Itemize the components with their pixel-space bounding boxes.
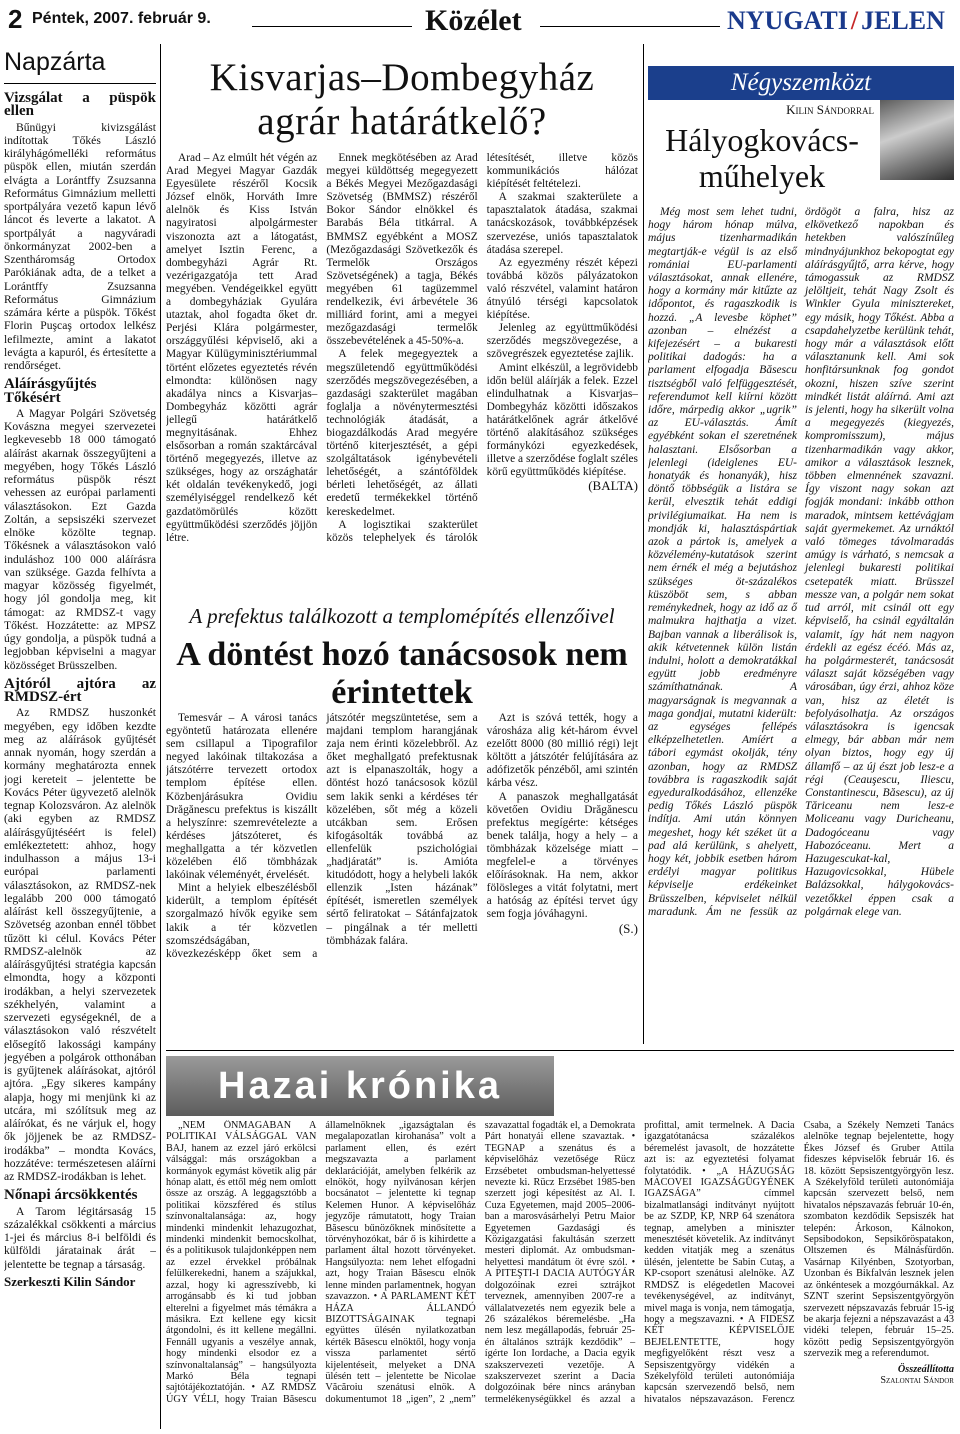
header-rule-right	[540, 26, 720, 27]
article1-headline: Kisvarjas–Dombegyház agrár határátkelő?	[209, 56, 595, 143]
column-title: Négyszemközt	[648, 66, 954, 100]
article2-paragraph: Azt is szóvá tették, hogy a városháza alig két-három évvel ezelőtt 8000 (80 millió régi) lejt költött a játszótér felújítására az adófizetők pénzéből, ami szintén kárba vész.	[486, 712, 638, 790]
article1-paragraph: A felek megegyeztek a megszületendő együttműködési szerződés megszövegezésében, a gazdasági szakterület magában foglalja a növénytermesztési technológiák átadását, a biogazdálkodás Arad megyére történő kiterjesztését, a gépi szolgáltatások igénybevételi lehetőségét, a szántóföldek bérleti lehetőségét, az állati eredetű termékekkel történő kereskedelmet.	[326, 348, 478, 518]
logo-left: NYUGATI	[727, 6, 848, 35]
issue-date: Péntek, 2007. február 9.	[32, 10, 211, 27]
column-paragraph: Még most sem lehet tudni, hogy három hónap múlva, május tizenharmadikán megtartják-e végül is az első romániai EU-parlamenti választásokat, annak ellenére, hogy a kormány már kitűzte az időpontot, és ragaszkodik is hozzá. „A levesbe köphet” azonban – elnézést a kifejezésért – a bukaresti politikai dadogás: ha a parlament elfogadja Băsescu tisztségből való felfüggesztését, referendumot kell kiírni között időre, márpedig akkor „ugrik” az EU-választás. Ámít egyébként sokan el szeretnének halasztani. Elsősorban a jelenlegi (ideiglenes EU-honatyák és honanyák), hisz döntő többségük a listára se kerül, elvesztik tehát eddigi privilégiumaikat. Ha nem is mondják ki, halasztáspártiak azok a pártok is, amelyek a közvélemény-kutatások szerint nem érnék el még a bejutáshoz szükséges öt-százalékos küszöböt sem, s abban reménykednek, hogy az idő az ő malmukra hajthatja a vizet. Bajban vannak a liberálisok is, akik kétvetennek külön listán indulni, holott a demokratákkal együtt jobb eredményre számíthatnának. A magyarságnak is megvannak a maga gondjai, mutatni kiderült: az egységes fellépés elképzelhetetlen. Amíért a tábori egymást okolják, tény azonban, hogy az RMDSZ továbbra is ragaszkodik saját egyeduralkodásához, ellenzéke pedig Tőkés László püspök indítja. Ami után könnyen megeshet, hogy két széket üt a pad alá kerülünk, s ahelyett, hogy két, jobbik esetben három erdélyi magyar politikus képviselje erdékeinket Brüsszelben, képviselet nélkül maradunk. Ám ne fessük az ördögöt a falra, hisz az elkövetkező napokban és hetekben valószínűleg mindnyájunkhoz bekopogtat egy aláírásgyűjtő, arra kérve, hogy támogassuk az RMDSZ jelöltjeit, tehát Nagy Zsolt és Winkler Gyula minisztereket, egy másik, hogy Tőkést. Abba a csapdahelyzetbe kerülünk tehát, hogy már a választások előtt választanunk kell. Ami sok honfitársunknak fog gondot okozni, hiszen szíve szerint mindkét listát aláírná. Ami azt is jelenti, hogy ha sikerült volna a megegyezés (kiegyezés, kompromisszum), május tizenharmadikán vagy akkor, amikor a választások lesznek, többen elmennének szavazni. Így viszont nagy sokan azt fogják mondani: inkább otthon maradok, mintsem kettévágjam saját gyermekemet. Az urnáktól való tömeges távolmaradás amúgy is várható, s nemcsak a jelenlegi bukaresti politikai csetepaték miatt. Brüsszel messze van, a polgár nem sokat tud arról, mit csinál ott egy képviselő, ha csinál egyáltalán valamit, így hát nem nagyon érdekli az egész écéó. Más az, ha polgármesterét, tanácsosát választ saját községében vagy városában, úgy érzi, ahhoz köze van, hisz az életét is befolyásolhatja. Az országos választásokra is igencsak elmegy, bár abban már nem olyan biztos, hogy egy új államfő – az új észt job lesz-e a régi (Ceauşescu, Iliescu, Constantinescu, Băsescu), az új Tăriceanu nem lesz-e Moliceanu vagy Duricheanu, Dadogóceanu vagy Habozóceanu. Mert a Hazugescukat-kal, Hazugovicsokkal, Hübele Balázsokkal, hálygokovács-vezetőkkel éppen csak a polgárnak elege van.	[648, 206, 954, 918]
sidebar-heading: Aláírásgyűjtés Tőkésért	[4, 376, 97, 406]
sidebar-signature: Szerkeszti Kilin Sándor	[4, 1273, 136, 1289]
article2-paragraph: Temesvár – A városi tanács egyöntetű határozata ellenére sem csillapul a Tipografilor negyed lakóinak tiltakozása a játszótérre tervezett ortodox templom építése ellen. Közbenjárásukra Ovidiu Drăgănescu prefektus is kiszállt a helyszínre: szemrevételezte a kérdéses játszóteret, és meghallgatta a tér közvetlen közelében élő tömbházak lakóinak véleményét, érvelését.	[166, 712, 318, 882]
article1-paragraph: A szakmai szakterülete a tapasztalatok átadása, szakmai tanácskozások, továbbképzések szervezése, uniós tapasztalatok átadása szerepel.	[486, 191, 638, 256]
section-rule	[166, 1050, 954, 1051]
article2-paragraph: Mint a helyiek elbeszélésből kiderült, a templom építését szorgalmazó hívők egyike sem lakik a tér közvetlen szomszédságában, kövezkezésképp őket sem a játszótér megszüntetése, sem a majdani templom harangjának zaja nem érinti közelebbről. Az őket meghallgató prefektusnak azt is elpanaszolták, hogy a döntést hozó tanácsosok közül sem lakik senki a kérdéses tér közelében, sőt még a közeli utcákban sem. Erősen kifogásolták továbbá az ellenfelük pszichológiai „hadjáratát” is. Amióta kitudódott, hogy a helybeli lakók ellenzik „Isten házának” építését, ismeretlen személyek sértő feliratokat – Sátánfajzatok – pingálnak a tér melletti tömbházak falára.	[166, 712, 478, 960]
sidebar-paragraph: A Magyar Polgári Szövetség Kovászna megyei szervezetei legkevesebb 18 000 támogató aláírást akarnak összegyűjteni a megyében, hogy Tőkés László református püspök részt vehessen az európai parlamenti választásokon. Ezt Gazda Zoltán, a sepsiszéki szervezet elnöke közölte tegnap. Tőkésnek a választásokon való induláshoz 100 000 aláírásra van szüksége. Gazda felhívta a magyar közösség figyelmét, hogy jól gondolja meg, kit támogat: az RMDSZ-t vagy Tőkést. Hozzátette: az MPSZ úgy gondolja, a püspök tudná a legjobban képviselni a magyar közösséget Brüsszelben.	[4, 406, 156, 672]
article1-paragraph: Ennek megkötésében az Arad megyei küldöttség megegyezett a Békés Megyei Mezőgazdasági Szövetség (BMMSZ) részéről Bokor Sándor elnökkel és Barabás Béla titkárral. A BMMSZ egyébként a MOSZ (Mezőgazdasági Szövetkezők és Termelők Országos Szövetségének) a tagja, Békés megyében 61 tagüzemmel rendelkezik, évi árbevétele 36 milliárd forint, ami a megyei mezőgazdasági termelők összebevételének a 45-50%-a.	[326, 152, 478, 348]
sidebar-title-rule	[4, 83, 156, 84]
hazai-paragraph: „NEM ÖNMAGÁBAN A POLITIKAI VÁLSÁGGAL VAN BAJ, hanem az ezzel járó erkölcsi válsággal: más országokban a kormányok egymást követik alig pár hónap alatt, és ettől még nem omlott össze az ország. A leggagsztóbb a politikai közszféred és stílus színvonaltalansága: az, hogy mindenki mindenkit lehazugozhat, mindenki mindenkit bemocskolhat, és a politikusok tulajdonképpen nem az ezzel érvekkel próbálnak felülkerekedni, hanem a szájukkal, azzal, hogy ki agresszívebb, ki arrogánsabb és ki tud jobban elterelni a figyelmet más témákra a másikra. Ezt kellene egy kicsit átgondolni, és itt kellene megállni. Fennáll ugyanis a veszélye annak, hogy mindenki elsodor ez a színvonaltalanság” – hangsúlyozta Markó Béla tegnapi sajtótájékoztatóján. • AZ RMDSZ ÚGY VÉLI, hogy Traian Băsescu államelnöknek „igazságtalan és megalapozatlan kirohanása” volt a parlament ellen, és ezért megszavazta a parlament deklarációját, amelyben felkérik az elnököt, hogy nyilvánosan kérjen bocsánatot – jelentette ki tegnap Kelemen Hunor. A képviselőház jegyzője rámutatott, hogy Traian Băsescu bűnözőknek minősítette a törvényhozókat, bár ő is kihirdette a parlament által hozott törvényeket. Hangsúlyozta: nem lehet elfogadni azt, hogy Traian Băsescu elnök lenne minden parlamentnek, hogyan szavazzon. • A PARLAMENT KÉT HÁZA ÁLLANDÓ BIZOTTSÁGAINAK tegnapi együttes ülésén nyilatkozatban kérték Băsescu elnöktől, hogy vonja vissza parlamentet sértő kijelentéseit, melyeket a DNA ülésén tett – jelentette be Nicolae Văcăroiu szenátusi elnök. A dokumentumot 18 „igen”, 2 „nem” szavazattal fogadták el, a Demokrata Párt honatyái ellene szavaztak. • TEGNAP a szenátus és a képviselőház vezetősége Rücz Erzsébetet ombudsman-helyettessé nevezte ki. Rücz Erzsébet 1985-ben szerzett jogi képesítést az Al. I. Cuza Egyetemen, majd 2005–2006-ban a marosvásárhelyi Petru Maior Egyetemen Gazdasági és Közigazgatási fakultásán szerzett mesteri diplomát. Az ombudsman-helyettesi mandátum öt évre szól. • A PITEŞTI-I DACIA AUTÓGYÁR dolgozóinak ezrei sztrájkot terveznek, amennyiben 2007-re a vállalatvezetés nem egyezik bele a 26 százalékos béremelésbe. „Ha nem lesz megállapodás, február 25-én általános sztrájk kezdődik” – ígérte Ion Iordache, a Dacia egyik szakszervezeti vezetője. A szakszervezet szerint a Dacia dolgozóinak bére nincs arányban termelékenységükkel és azzal a profittal, amit termelnek. A Dacia igazgatótanácsa százalékos béremelést javasolt, de hozzátette azt is: az egyeztetési folyamat folytatódik. • „A HÁZUGSÁG MACOVEI IGAZSÁGÜGYÉNEK IGAZSÁGA” címmel bizalmatlansági indítványt nyújtott be az SZDP, KP, NRP 64 szenátora tegnap, amelyben a miniszter menesztését követelik. Az indítványt kedden vitatják meg a szenátus ülésén, jelentette be Sabin Cutaş, a KP-csoport szenátusi alelnöke. AZ RMDSZ is elégedetlen Macovei tevékenységével, az indítványt, mivel maga is vonja, nem támogatja, hogy a megszavazni. • A FIDESZ KÉT KÉPVISELŐJE BEJELENTETTE, hogy megfigyelőként részt vesz a Sepsiszentgyörgy vidékén a Székelyföld területi autonómiája kapcsán szervezendő belső, nem hivatalos népszavazáson. Ferencz Csaba, a Székely Nemzeti Tanács alelnöke tegnap bejelentette, hogy Ékes József és Gruber Attila fideszes képviselők február 16. és 18. között Sepsiszentgyörgyön lesz. A Székelyföld területi autonómiája kapcsán szervezett belső, nem hivatalos népszavazás február 10-én, szombaton kezdődik Sepsiszék hat telepén: Árkoson, Kálnokon, Sepsibodokon, Sepsikőröspatakon, Oltszemen és Málnásfürdőn. Vasárnap Kilyénben, Szotyorban, Uzonban és Bikfalván lesznek jelen az önkéntesek a mozgóurnákkal. Az SZNT szerint Sepsiszentgyörgyön szervezett népszavazás február 15-ig be akarja fejezni a népszavazást a 43 vidéki telepen, február 15–25. között pedig Sepsiszentgyörgyön szervezik meg a referendumot.	[166, 1120, 954, 1405]
article2-signature: (S.)	[618, 920, 638, 936]
article1-paragraph: Jelenleg az együttműködési szerződés megszövegezése, a szövegrészek egyeztetése zajlik.	[486, 322, 638, 361]
column-headline: Hályogkovács-műhelyek	[665, 122, 859, 194]
hazai-body	[166, 1120, 954, 1428]
sidebar-heading: Ajtóról ajtóra az RMDSZ-ért	[4, 675, 156, 705]
article1-paragraph: A logisztikai szakterület közös telephelyek és tárolók létesítését, illetve közös kommunikációs hálózat kiépítését feltételezi.	[326, 152, 638, 544]
article2-body	[166, 712, 638, 1054]
article1-signature: (BALTA)	[588, 478, 638, 494]
newspaper-logo	[727, 6, 955, 36]
logo-slash-icon: /	[850, 6, 859, 35]
header-rule-left	[252, 26, 412, 27]
column-body	[648, 206, 954, 1040]
sidebar-body	[4, 92, 156, 1288]
hazai-banner	[166, 1056, 554, 1116]
sidebar-heading: Nőnapi árcsökkentés	[4, 1187, 138, 1204]
column-divider	[643, 44, 644, 1044]
hazai-signature-name: Szalontai Sándor	[880, 1374, 954, 1386]
article2-kicker: A prefektus találkozott a templomépítés ellenzőivel	[189, 604, 615, 628]
hazai-signature-label: Összeállította	[897, 1363, 954, 1375]
article1-paragraph: Arad – Az elmúlt hét végén az Arad Megyei Magyar Gazdák Egyesülete részéről Kocsik József elnök, Horváth Imre alelnök és Kiss István nagyiratosi alpolgármester viszonozta azt a látogatást, amelyet Isztin Ferenc, a dombegyházi Agrár Rt. vezérigazgatója tett Arad megyében. Vendégeikkel együtt a dombegyháziak Gyulára utaztak, ahol fogadta őket dr. Perjési Klára polgármester, országgyűlési képviselő, aki a Magyar Külügyminisztériummal történt előzetes egyeztetés révén elmondta: különösen nagy akadálya nincs a Kisvarjas–Dombegyház közötti agrár jellegű határátkelő megnyitásának. Ehhez elsősorban a román szaktárcával történő megegyezés, illetve az szükséges, hogy az országhatár két oldalán tevékenykedő, jogi személyiséggel rendelkező két gazdatömörülés között együttműködési szerződés jöjjön létre.	[166, 152, 318, 544]
article1-paragraph: Amint elkészül, a legrövidebb időn belül aláírják a felek. Ezzel elindulhatnak a Kisvarjas–Dombegyház közötti időszakos határátkelőnek agrár átkelővé történő alakításához szükséges formánykózi egyezkedések, illetve a szerződése foglalt széles körű együttműködés kiépítése.	[486, 361, 638, 479]
section-title: Közélet	[425, 4, 522, 37]
sidebar-title: Napzárta	[4, 48, 106, 76]
page-number: 2	[8, 4, 23, 34]
column-divider	[160, 44, 161, 1429]
sidebar-paragraph: A Tarom légitársaság 15 százalékkal csökkenti a március 1-jei és március 8-i belföldi és külföldi járatainak árát – jelentette be tegnap a társaság.	[4, 1204, 156, 1271]
article1-body	[166, 152, 638, 588]
sidebar-paragraph: Az RMDSZ huszonkét megyében, egy időben kezdte meg az aláírások gyűjtését annak nyomán, hogy szerdán a kormány meghatározta ennek jogi kereteit – jelentette be Kovács Péter ügyvezető alelnök tegnap Kolozsváron. Az alelnök (aki egyben az RMDSZ aláírásgyűjtéséért is felel) emlékeztetett: ahhoz, hogy indulhasson a május 13-i európai parlamenti választásokon, az RMDSZ-nek legalább 200 000 támogató aláírást kell összegyűjtenie, a Szövetség azonban ennél többet tűzött ki célul. Kovács Péter RMDSZ-alelnök az aláírásgyűjtési stratégia kapcsán elmondta, hogy a központi irodákban, a helyi szervezetek székhelyén, valamint a szervezeti egységeknél, de a választásokon való részvételt elősegítő lakossági kampány jegyében a polgárok otthonában is gyűjtenek aláírásokat, ajtóról ajtóra. „Egy sikeres kampány alapja, hogy mi menjünk ki az utcára, mi szólítsuk meg az aláírókat, és ne várjuk el, hogy ők jöjjenek be az RMDSZ-irodákba” – mondta Kovács, hozzátéve: természetesen aláírni az RMDSZ-irodákban is lehet.	[4, 706, 156, 1183]
logo-right: JELEN	[861, 6, 945, 35]
article2-headline: A döntést hozó tanácsosok nem érintettek	[176, 636, 628, 711]
hazai-banner-text: Hazai krónika	[218, 1064, 502, 1107]
sidebar-heading: Vizsgálat a püspök ellen	[4, 90, 156, 120]
article1-paragraph: Az egyezmény részét képezi továbbá közös pályázatokon való részvétel, valamint határon átnyúló térségi kapcsolatok kiépítése.	[486, 256, 638, 322]
column-author: Kilin Sándorral	[786, 102, 874, 117]
author-photo	[880, 100, 954, 180]
article2-paragraph: A panaszok meghallgatását követően Ovidiu Drăgănescu prefektus megígérte: kétséges benek találja, hogy a hely – a tömbházak közelsége miatt – megfelel-e a törvényes előírásoknak. Ha nem, akkor fölösleges a vitát folytatni, mert a hatóság az építési tervet úgy sem fogja jóváhagyni.	[486, 790, 638, 921]
sidebar	[4, 48, 156, 1428]
sidebar-paragraph: Bűnügyi kivizsgálást indítottak Tőkés László királyhágómelléki református püspök ellen, miután szerdán elvágta a Lorántffy Zsuzsanna Református Gimnázium melletti sportpályára vezető kapun lévő láncot és leverte a lakatot. A sportpályát a nagyváradi önkormányzat 2002-ben a Szentháromság Ortodox Parókiának adta, de a telket a Lorántffy Zsuzsanna Református Gimnázium számára kérte a püspök. Tőkést Florin Puşcaş ortodox lelkész lefilmezte, amint a lakatot levágta a kapuról, és értesítette a rendőrséget.	[4, 120, 156, 372]
